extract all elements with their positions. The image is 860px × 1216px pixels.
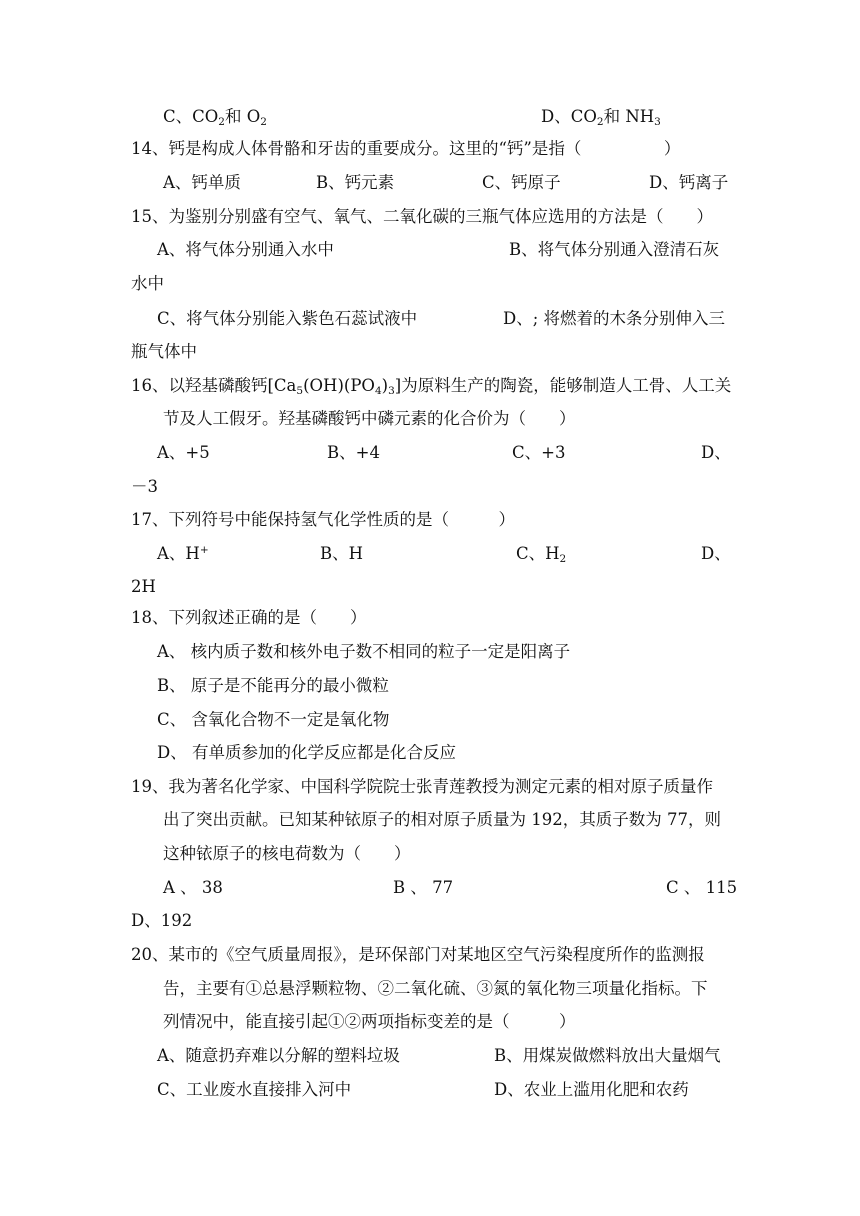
q14-option-c: C、钙原子 bbox=[482, 173, 561, 192]
q20-option-b: B、用煤炭做燃料放出大量烟气 bbox=[494, 1046, 721, 1065]
subscript: 2 bbox=[260, 116, 267, 128]
subscript: 2 bbox=[218, 116, 225, 128]
q17-option-a-text: A、H bbox=[157, 544, 200, 563]
q17-option-a bbox=[157, 544, 209, 564]
subscript: 3 bbox=[388, 385, 395, 397]
q19-option-c: C 、 115 bbox=[666, 878, 738, 897]
q15-option-b-continued: 水中 bbox=[131, 274, 164, 293]
q15-option-d: D、; 将燃着的木条分别伸入三 bbox=[503, 309, 726, 328]
q20-stem-line-2: 告，主要有①总悬浮颗粒物、②二氧化硫、③氮的氧化物三项量化指标。下 bbox=[163, 979, 708, 998]
q20-stem-line-1: 20、某市的《空气质量周报》，是环保部门对某地区空气污染程度所作的监测报 bbox=[131, 945, 705, 964]
q17-option-c bbox=[516, 544, 566, 564]
q14-stem: 14、钙是构成人体骨骼和牙齿的重要成分。这里的“钙”是指（ ） bbox=[131, 139, 681, 158]
q16-option-a: A、+5 bbox=[157, 443, 210, 462]
q16-option-d-continued: －3 bbox=[131, 477, 158, 496]
q19-option-a: A 、 38 bbox=[163, 878, 223, 897]
q16-option-d: D、 bbox=[701, 443, 731, 462]
q19-stem-line-2: 出了突出贡献。已知某种铱原子的相对原子质量为 192，其质子数为 77，则 bbox=[163, 810, 721, 829]
q16-stem bbox=[131, 376, 731, 396]
q16-stem-text-4: ]为原料生产的陶瓷，能够制造人工骨、人工关 bbox=[394, 376, 732, 395]
q13-option-d bbox=[541, 107, 661, 127]
q19-stem-line-1: 19、我为著名化学家、中国科学院院士张青莲教授为测定元素的相对原子质量作 bbox=[131, 777, 713, 796]
q17-option-d: D、 bbox=[701, 544, 731, 563]
q16-stem-text-2: (OH)(PO bbox=[303, 376, 375, 395]
q13-option-d-text-2: 和 NH bbox=[603, 107, 655, 126]
q15-option-a: A、将气体分别通入水中 bbox=[157, 240, 334, 259]
q18-option-c: C、 含氧化合物不一定是氧化物 bbox=[157, 710, 390, 729]
q18-option-a: A、 核内质子数和核外电子数不相同的粒子一定是阳离子 bbox=[157, 642, 571, 661]
q15-stem: 15、为鉴别分别盛有空气、氧气、二氧化碳的三瓶气体应选用的方法是（ ） bbox=[131, 207, 713, 226]
q15-option-c: C、将气体分别能入紫色石蕊试液中 bbox=[157, 309, 418, 328]
q15-option-d-continued: 瓶气体中 bbox=[131, 342, 197, 361]
q14-option-a: A、钙单质 bbox=[163, 173, 241, 192]
q16-option-c: C、+3 bbox=[512, 443, 566, 462]
q15-option-b: B、将气体分别通入澄清石灰 bbox=[509, 240, 720, 259]
superscript: + bbox=[199, 544, 209, 556]
q17-option-c-text: C、H bbox=[516, 544, 560, 563]
subscript: 2 bbox=[559, 553, 567, 565]
q19-stem-line-3: 这种铱原子的核电荷数为（ ） bbox=[163, 844, 411, 863]
q18-option-d: D、 有单质参加的化学反应都是化合反应 bbox=[157, 743, 456, 762]
subscript: 3 bbox=[654, 116, 661, 128]
q20-stem-line-3: 列情况中，能直接引起①②两项指标变差的是（ ） bbox=[163, 1012, 576, 1031]
subscript: 5 bbox=[296, 385, 304, 397]
q13-option-c-text-2: 和 O bbox=[224, 107, 261, 126]
q19-option-d: D、192 bbox=[131, 911, 193, 930]
q13-option-c bbox=[163, 107, 267, 127]
q17-option-b: B、H bbox=[320, 544, 364, 563]
q13-option-d-text: D、CO bbox=[541, 107, 597, 126]
subscript: 4 bbox=[374, 385, 382, 397]
q16-stem-text: 16、以羟基磷酸钙[Ca bbox=[131, 376, 297, 395]
q14-option-b: B、钙元素 bbox=[316, 173, 395, 192]
q20-option-c: C、工业废水直接排入河中 bbox=[157, 1080, 352, 1099]
q16-option-b: B、+4 bbox=[327, 443, 380, 462]
q20-option-a: A、随意扔弃难以分解的塑料垃圾 bbox=[157, 1046, 400, 1065]
q18-stem: 18、下列叙述正确的是（ ） bbox=[131, 608, 367, 627]
q16-stem-text-3: ) bbox=[381, 376, 389, 395]
q13-option-c-text: C、CO bbox=[163, 107, 219, 126]
q14-option-d: D、钙离子 bbox=[649, 173, 729, 192]
q18-option-b: B、 原子是不能再分的最小微粒 bbox=[157, 676, 389, 695]
q17-stem: 17、下列符号中能保持氢气化学性质的是（ ） bbox=[131, 510, 515, 529]
q20-option-d: D、农业上滥用化肥和农药 bbox=[494, 1080, 689, 1099]
subscript: 2 bbox=[596, 116, 604, 128]
q16-stem-line-2: 节及人工假牙。羟基磷酸钙中磷元素的化合价为（ ） bbox=[163, 409, 576, 428]
q17-option-d-continued: 2H bbox=[131, 577, 156, 596]
q19-option-b: B 、 77 bbox=[393, 878, 454, 897]
